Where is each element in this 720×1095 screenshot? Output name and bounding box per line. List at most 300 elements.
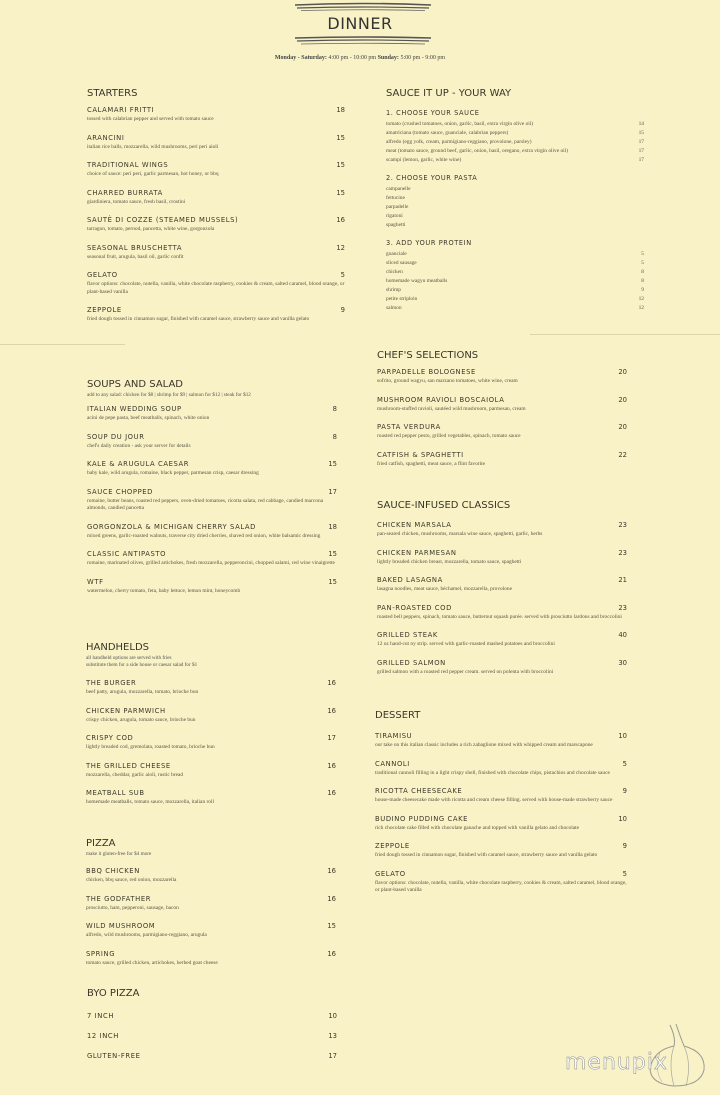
option-row: [386, 286, 644, 295]
option-price: 8: [641, 278, 644, 284]
option-row: [386, 185, 644, 194]
byo-pizza-section: [87, 988, 337, 1072]
menu-item-row: [377, 451, 627, 459]
item-price: 23: [618, 603, 627, 612]
item-name: 12 INCH: [87, 1032, 119, 1040]
option-row: [386, 120, 644, 129]
menu-item-row: [377, 659, 627, 667]
page-title: DINNER: [327, 14, 393, 33]
classics-section: [377, 500, 627, 686]
item-price: 20: [618, 423, 627, 431]
menu-item: [87, 578, 337, 596]
item-description: sofrito, ground wagyu, san marzano tomatoes, white wine, cream: [377, 378, 518, 384]
section-title: BYO PIZZA: [87, 988, 140, 999]
menu-item: [86, 707, 336, 725]
item-name: WILD MUSHROOM: [86, 922, 156, 930]
item-price: 5: [340, 271, 345, 279]
item-name: GELATO: [375, 869, 406, 878]
item-price: 21: [618, 576, 627, 584]
menu-item-row: [375, 732, 627, 740]
option-price: 12: [638, 296, 644, 302]
hours-time-1: 4:00 pm - 10:00 pm: [326, 55, 378, 61]
item-price: 15: [328, 577, 337, 586]
item-name: CHICKEN MARSALA: [377, 521, 452, 529]
item-description: tarragon, tomato, pernod, pancetta, white wine, gorgonzola: [87, 226, 215, 232]
menu-item-row: [87, 134, 345, 142]
menu-item: [377, 659, 627, 677]
section-note-2: substitute them for a side house or caesar salad for $1: [86, 662, 198, 668]
menu-item: [87, 1012, 337, 1020]
item-description: romaine, butter beans, roasted red peppers, oven-dried tomatoes, ricotta salata, red cabbage, candied marcona almonds, candied pancetta: [87, 497, 324, 511]
menu-item: [377, 451, 627, 469]
menu-item-row: [87, 405, 337, 413]
menu-list: [86, 679, 336, 807]
item-description: chicken, bbq sauce, red onion, mozzarella: [86, 877, 177, 883]
option-name: homemade wagyu meatballs: [386, 278, 448, 284]
pasta-options: [386, 185, 644, 230]
item-description: mozzarella, cheddar, garlic aioli, rustic bread: [86, 771, 184, 778]
item-description: alfredo, wild mushrooms, parmigiano-reggiano, arugula: [86, 932, 207, 938]
divider: [0, 344, 125, 345]
item-price: 5: [622, 869, 627, 878]
item-price: 16: [327, 761, 336, 770]
step-3-heading: 3. ADD YOUR PROTEIN: [386, 239, 472, 247]
item-description: traditional cannoli filling in a light crispy shell, finished with chocolate chips, pistachios and chocolate sauce: [375, 769, 610, 776]
section-title: CHEF'S SELECTIONS: [377, 350, 479, 361]
menu-item: [87, 161, 345, 179]
option-price: 15: [638, 130, 644, 136]
item-price: 17: [328, 1052, 337, 1060]
item-name: SAUCE CHOPPED: [87, 487, 153, 496]
option-row: [386, 156, 644, 165]
item-description: giardiniera, tomato sauce, fresh basil, crostini: [87, 198, 186, 205]
item-description: crispy chicken, arugula, tomato sauce, brioche bun: [86, 716, 196, 723]
item-description: fried dough tossed in cinnamon sugar, finished with caramel sauce, strawberry sauce and vanilla gelato: [375, 852, 598, 858]
section-note: make it gluten-free for $4 more: [86, 851, 152, 857]
item-description: beef patty, arugula, mozzarella, tomato, brioche bun: [86, 689, 199, 695]
item-description: seasonal fruit, arugula, basil oil, garlic confit: [87, 253, 184, 260]
item-name: WTF: [87, 577, 104, 586]
option-price: 8: [641, 269, 644, 275]
menu-list: [377, 368, 627, 468]
option-row: [386, 129, 644, 138]
item-name: BAKED LASAGNA: [377, 576, 443, 584]
menu-item-row: [86, 867, 336, 875]
item-name: GRILLED SALMON: [377, 658, 446, 667]
divider: [530, 334, 720, 335]
menu-item: [375, 842, 627, 860]
item-name: THE BURGER: [86, 679, 137, 687]
item-name: BUDINO PUDDING CAKE: [375, 814, 469, 823]
option-price: 17: [638, 139, 644, 145]
item-description: choice of sauce: peri peri, garlic parmesan, hot honey, or bbq: [87, 171, 219, 177]
menu-item: [86, 950, 336, 968]
menu-item: [87, 433, 337, 451]
item-description: lasagna noodles, meat sauce, béchamel, mozzarella, provolone: [377, 586, 513, 592]
item-price: 16: [336, 216, 345, 224]
menu-item: [87, 134, 345, 152]
item-name: GRILLED STEAK: [377, 631, 438, 639]
menu-item: [86, 789, 336, 807]
item-name: PARPADELLE BOLOGNESE: [377, 368, 476, 376]
item-name: TRADITIONAL WINGS: [87, 161, 169, 169]
menu-list: [87, 106, 345, 324]
menu-list: [377, 521, 627, 676]
item-price: 16: [327, 679, 336, 687]
menu-item-row: [87, 306, 345, 314]
item-name: PAN-ROASTED COD: [377, 603, 452, 612]
item-name: RICOTTA CHEESECAKE: [375, 787, 463, 795]
option-row: [386, 194, 644, 203]
menu-item-row: [375, 842, 627, 850]
option-name: guanciale: [386, 251, 407, 257]
item-price: 9: [340, 306, 345, 314]
option-row: [386, 304, 644, 313]
menu-item-row: [87, 1012, 337, 1020]
item-price: 40: [618, 631, 627, 639]
menu-item-row: [87, 161, 345, 169]
menu-item-row: [87, 271, 345, 279]
item-name: ITALIAN WEDDING SOUP: [87, 405, 182, 413]
item-description: watermelon, cherry tomato, feta, baby lettuce, lemon mint, honeycomb: [87, 587, 241, 594]
item-name: CATFISH & SPAGHETTI: [377, 450, 464, 459]
item-name: ZEPPOLE: [375, 842, 410, 850]
menu-item: [87, 189, 345, 207]
menu-item: [87, 460, 337, 478]
item-name: CHICKEN PARMESAN: [377, 548, 457, 557]
item-description: grilled salmon with a roasted red pepper cream. served on polenta with broccolini: [377, 668, 554, 675]
menu-item-row: [87, 578, 337, 586]
menu-item-row: [86, 895, 336, 903]
menu-item-row: [86, 789, 336, 797]
item-price: 16: [327, 706, 336, 715]
menu-item: [377, 396, 627, 414]
menu-item: [87, 244, 345, 262]
menu-item-row: [86, 679, 336, 687]
item-description: prosciutto, ham, pepperoni, sausage, bacon: [86, 904, 179, 911]
item-description: tossed with calabrian pepper and served with tomato sauce: [87, 116, 214, 122]
item-price: 15: [327, 922, 336, 930]
item-description: baby kale, wild arugula, romaine, black pepper, parmesan crisp, caesar dressing: [87, 470, 259, 476]
menu-item: [86, 895, 336, 913]
menu-item-row: [87, 523, 337, 531]
menu-item-row: [86, 707, 336, 715]
item-price: 15: [328, 460, 337, 468]
option-name: alfredo (egg yolk, cream, parmigiano-reggiano, provolone, parsley): [386, 139, 532, 145]
item-price: 13: [328, 1032, 337, 1040]
option-row: [386, 259, 644, 268]
item-price: 16: [327, 894, 336, 903]
item-name: CHARRED BURRATA: [87, 188, 163, 197]
item-name: SEASONAL BRUSCHETTA: [87, 243, 183, 252]
item-price: 5: [622, 759, 627, 768]
menu-item-row: [87, 189, 345, 197]
chefs-selections-section: [377, 350, 627, 478]
item-name: THE GRILLED CHEESE: [86, 761, 171, 770]
hours-days-2: Sunday:: [377, 55, 399, 61]
item-price: 16: [327, 949, 336, 958]
menu-list: [86, 867, 336, 967]
menu-item: [86, 734, 336, 752]
option-name: meat (tomato sauce, ground beef, garlic, onion, basil, oregano, extra virgin olive oil): [386, 148, 568, 154]
option-name: campanelle: [386, 186, 411, 192]
item-price: 20: [618, 395, 627, 404]
item-price: 16: [327, 789, 336, 797]
item-price: 9: [622, 787, 627, 795]
menu-list: [87, 1012, 337, 1060]
item-name: MUSHROOM RAVIOLI BOSCAIOLA: [377, 395, 505, 404]
dessert-section: [375, 710, 627, 905]
menu-item-row: [87, 106, 345, 114]
item-description: italian rice balls, mozzarella, wild mushrooms, peri peri aioli: [87, 143, 219, 150]
section-title: DESSERT: [375, 710, 421, 721]
item-price: 18: [336, 106, 345, 114]
handhelds-section: [86, 642, 336, 817]
pizza-section: [86, 838, 336, 977]
option-row: [386, 268, 644, 277]
item-name: CLASSIC ANTIPASTO: [87, 550, 167, 558]
menu-item: [87, 405, 337, 423]
option-price: 17: [638, 157, 644, 163]
menu-item: [377, 576, 627, 594]
sauce-section: [386, 88, 644, 313]
step-2-heading: 2. CHOOSE YOUR PASTA: [386, 174, 478, 182]
menu-item: [377, 521, 627, 539]
item-price: 8: [332, 405, 337, 413]
menu-item-row: [377, 604, 627, 612]
menu-item: [87, 523, 337, 541]
section-title: SAUCE IT UP - YOUR WAY: [386, 88, 512, 99]
menu-item-row: [87, 1052, 337, 1060]
menu-item-row: [87, 1032, 337, 1040]
section-title: STARTERS: [87, 88, 138, 99]
menu-item: [87, 271, 345, 296]
starters-section: [87, 88, 345, 334]
item-description: fried dough tossed in cinnamon sugar, finished with caramel sauce, strawberry sauce and vanilla gelato: [87, 316, 310, 322]
menu-item: [87, 306, 345, 324]
item-description: 12 oz hand-cut ny strip. served with garlic-roasted mashed potatoes and broccolini: [377, 641, 555, 647]
hours: [0, 55, 720, 61]
menu-item-row: [375, 787, 627, 795]
item-description: rich chocolate cake filled with chocolate ganache and topped with vanilla gelato and chocolate: [375, 824, 580, 831]
option-row: [386, 221, 644, 230]
item-name: SPRING: [86, 949, 116, 958]
menu-item-row: [87, 460, 337, 468]
item-name: TIRAMISU: [375, 732, 413, 740]
item-name: SOUP DU JOUR: [87, 432, 145, 441]
item-name: THE GODFATHER: [86, 894, 152, 903]
menu-item: [87, 1032, 337, 1040]
item-price: 17: [328, 487, 337, 496]
item-description: fried catfish, spaghetti, meat sauce, a flint favorite: [377, 460, 486, 467]
item-description: roasted red pepper pesto, grilled vegetables, spinach, tomato sauce: [377, 433, 521, 439]
item-description: flavor options: chocolate, nutella, vanilla, white chocolate raspberry, cookies & cream, salted caramel, blood orange, or plant-based vanilla: [87, 281, 345, 295]
item-price: 17: [327, 734, 336, 742]
soups-section: [87, 379, 337, 605]
menu-item-row: [87, 216, 345, 224]
item-description: mushroom-stuffed ravioli, sautéed wild mushroom, parmesan, cream: [377, 405, 526, 412]
option-name: sliced sausage: [386, 260, 417, 266]
item-name: GLUTEN-FREE: [87, 1052, 141, 1060]
menu-item: [377, 549, 627, 567]
item-name: ZEPPOLE: [87, 306, 122, 314]
step-1-heading: 1. CHOOSE YOUR SAUCE: [386, 109, 480, 117]
item-name: CRISPY COD: [86, 734, 134, 742]
option-price: 5: [641, 260, 644, 266]
item-name: PASTA VERDURA: [377, 423, 441, 431]
item-price: 9: [622, 842, 627, 850]
watermark-logo: menupix: [565, 1050, 668, 1075]
menu-item-row: [87, 488, 337, 496]
option-name: tomato (crushed tomatoes, onion, garlic, basil, extra virgin olive oil): [386, 121, 534, 127]
item-name: BBQ CHICKEN: [86, 867, 140, 875]
hours-days-1: Monday - Saturday:: [274, 55, 327, 61]
menu-item-row: [377, 368, 627, 376]
menu-item-row: [377, 521, 627, 529]
item-description: homemade meatballs, tomato sauce, mozzarella, italian roll: [86, 799, 214, 805]
menu-item: [377, 368, 627, 386]
section-title: SAUCE-INFUSED CLASSICS: [377, 500, 511, 511]
option-name: salmon: [386, 305, 402, 311]
item-description: mixed greens, garlic-roasted walnuts, traverse city dried cherries, shaved red onion, white balsamic dressing: [87, 532, 321, 539]
menu-item-row: [377, 631, 627, 639]
item-description: flavor options: chocolate, nutella, vanilla, white chocolate raspberry, cookies & cream, salted caramel, blood orange, or plant-based vanilla: [375, 879, 627, 893]
option-price: 14: [638, 121, 644, 127]
menu-item: [377, 604, 627, 622]
item-price: 15: [336, 188, 345, 197]
item-name: ARANCINI: [87, 133, 125, 142]
menu-item: [375, 870, 627, 895]
item-name: GORGONZOLA & MICHIGAN CHERRY SALAD: [87, 522, 256, 531]
menu-item-row: [86, 734, 336, 742]
menu-item: [375, 732, 627, 750]
sauce-options: [386, 120, 644, 165]
option-name: chicken: [386, 269, 403, 275]
item-price: 16: [327, 867, 336, 875]
menu-item-row: [87, 550, 337, 558]
item-description: pan-seared chicken, mushrooms, marsala wine sauce, spaghetti, garlic, herbs: [377, 531, 543, 537]
option-row: [386, 250, 644, 259]
section-title: SOUPS AND SALAD: [87, 379, 184, 390]
menu-item-row: [87, 244, 345, 252]
item-name: SAUTÈ DI COZZE (STEAMED MUSSELS): [87, 216, 239, 224]
option-price: 17: [638, 148, 644, 154]
item-description: romaine, marinated olives, grilled artichokes, fresh mozzarella, pepperoncini, chopped salami, red wine vinaigrette: [87, 560, 335, 566]
item-price: 15: [336, 133, 345, 142]
item-description: our take on this italian classic includes a rich zabaglione mixed with whipped cream and marscapone: [375, 742, 593, 748]
item-price: 30: [618, 658, 627, 667]
item-name: CANNOLI: [375, 759, 410, 768]
option-name: parpadelle: [386, 204, 409, 210]
section-title: HANDHELDS: [86, 642, 149, 653]
menu-item-row: [377, 396, 627, 404]
item-price: 10: [618, 732, 627, 740]
option-name: shrimp: [386, 287, 401, 293]
hours-time-2: 5:00 pm - 9:00 pm: [398, 55, 446, 61]
item-price: 23: [618, 548, 627, 557]
option-row: [386, 138, 644, 147]
menu-item: [377, 423, 627, 441]
item-name: GELATO: [87, 271, 118, 279]
option-row: [386, 203, 644, 212]
item-name: KALE & ARUGULA CAESAR: [87, 460, 190, 468]
section-title: PIZZA: [86, 838, 116, 849]
item-description: house-made cheesecake made with ricotta and cream cheese filling. served with house-made strawberry sauce: [375, 797, 613, 803]
menu-item: [87, 216, 345, 234]
menu-item: [87, 488, 337, 513]
option-row: [386, 147, 644, 156]
option-row: [386, 277, 644, 286]
item-price: 12: [336, 243, 345, 252]
menu-item-row: [375, 870, 627, 878]
menu-item: [87, 106, 345, 124]
menu-item-row: [86, 762, 336, 770]
option-row: [386, 212, 644, 221]
item-description: chef's daily creation - ask your server for details: [87, 442, 191, 449]
menu-item-row: [375, 815, 627, 823]
item-name: CHICKEN PARMWICH: [86, 706, 166, 715]
protein-options: [386, 250, 644, 313]
item-price: 15: [328, 550, 337, 558]
option-name: fettucine: [386, 195, 405, 201]
item-price: 22: [618, 450, 627, 459]
item-description: tomato sauce, grilled chicken, artichokes, herbed goat cheese: [86, 959, 218, 966]
option-name: spaghetti: [386, 222, 406, 228]
item-description: roasted bell peppers, spinach, tomato sauce, butternut squash purée. served with prosciutto lardons and broccolini: [377, 613, 622, 620]
menu-item-row: [377, 576, 627, 584]
option-price: 12: [638, 305, 644, 311]
item-description: lightly breaded chicken breast, mozzarella, tomato sauce, spaghetti: [377, 558, 522, 565]
menu-item: [86, 867, 336, 885]
menu-item-row: [86, 950, 336, 958]
section-note-1: all handheld options are served with fries: [86, 655, 172, 661]
menu-item: [375, 815, 627, 833]
item-name: 7 INCH: [87, 1012, 115, 1020]
menu-item: [375, 760, 627, 778]
menu-item: [86, 922, 336, 940]
item-price: 23: [618, 521, 627, 529]
menu-list: [87, 405, 337, 595]
option-name: rigatoni: [386, 213, 403, 219]
item-name: CALAMARI FRITTI: [87, 106, 155, 114]
item-price: 15: [336, 161, 345, 169]
option-price: 9: [641, 287, 644, 293]
option-name: scampi (lemon, garlic, white wine): [386, 157, 462, 163]
option-name: amatriciana (tomato sauce, guanciale, calabrian peppers): [386, 130, 509, 136]
menu-item: [86, 762, 336, 780]
menu-item: [86, 679, 336, 697]
brush-stroke-top: [293, 2, 433, 12]
menu-item: [87, 1052, 337, 1060]
item-price: 20: [618, 368, 627, 376]
menu-item: [87, 550, 337, 568]
menu-item: [375, 787, 627, 805]
menu-item-row: [377, 549, 627, 557]
item-price: 10: [618, 814, 627, 823]
menu-item-row: [375, 760, 627, 768]
item-price: 8: [332, 432, 337, 441]
item-price: 18: [328, 522, 337, 531]
menu-item-row: [87, 433, 337, 441]
item-description: lightly breaded cod, gremolata, roasted tomato, brioche bun: [86, 744, 215, 750]
option-name: petite striploin: [386, 296, 418, 302]
menu-item-row: [377, 423, 627, 431]
menu-item: [377, 631, 627, 649]
item-price: 10: [328, 1012, 337, 1020]
option-price: 5: [641, 251, 644, 257]
brush-stroke-bottom: [293, 36, 433, 46]
section-note: add to any salad: chicken for $8 | shrimp for $9 | salmon for $12 | steak for $12: [87, 392, 251, 398]
